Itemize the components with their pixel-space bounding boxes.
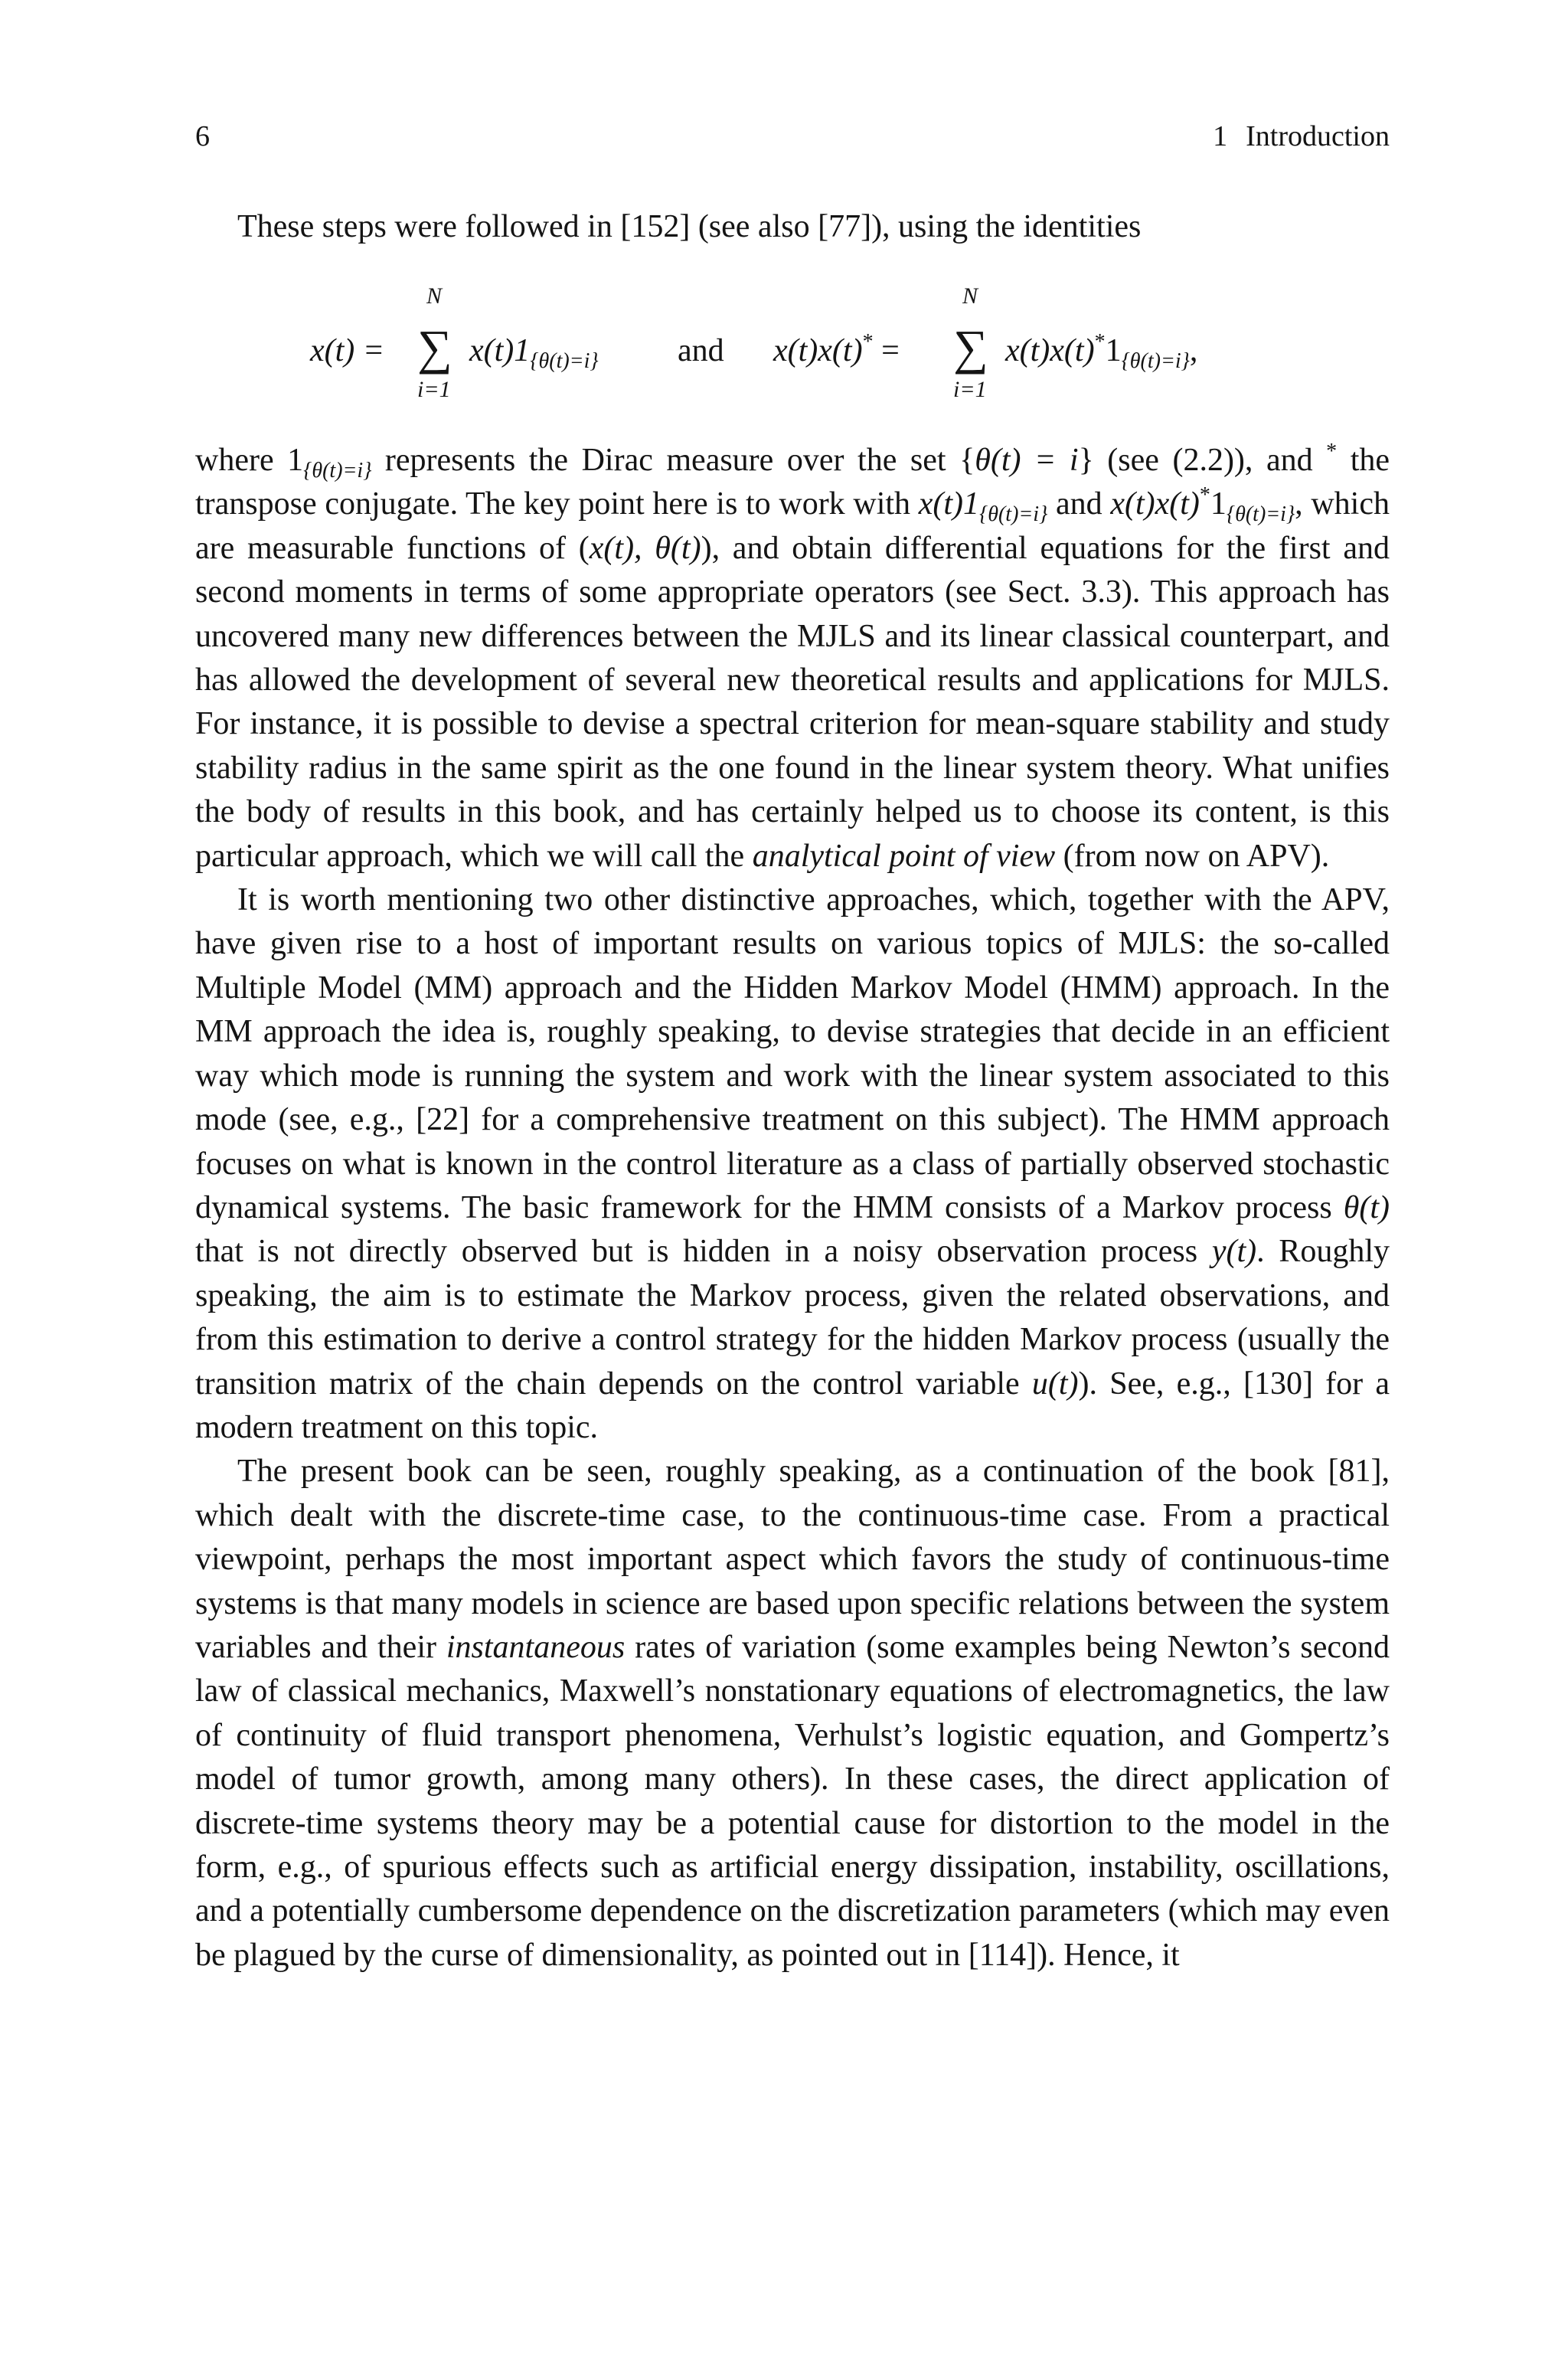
- p2-text-a: It is worth mentioning two other distinctive approaches, which, together with the APV, have given rise to a host of important results on various topics of MJLS: the so-called Multiple Model (MM) approach and the Hidden Markov Model (HMM) approach. In the MM approach the idea is, roughly speaking, to devise strategies that decide in an efficient way which mode is running the system and work with the linear system associated to this mode (see, e.g., [22] for a comprehensive treatment on this subject). The HMM approach focuses on what is known in the control literature as a class of partially observed stochastic dynamical systems. The basic framework for the HMM consists of a Markov process: [195, 882, 1390, 1225]
- right-equals: =: [881, 333, 900, 368]
- display-equation: [195, 283, 1390, 414]
- equation-connector: and: [678, 333, 724, 368]
- p1-text-g: (from now on APV).: [1055, 838, 1330, 874]
- p1-text-f: ), and obtain differential equations for the first and second moments in terms of some appropriate operators (see Sect. 3.3). This approach has uncovered many new differences between the MJLS and its linear classical counterpart, and has allowed the development of several new theoretical results and applications for MJLS. For instance, it is possible to devise a spectral criterion for mean-square stability and study stability radius in the same spirit as the one found in the linear system theory. What unifies the body of results in this book, and has certainly helped us to choose its content, is this particular approach, which we will call the: [195, 530, 1390, 874]
- right-summand-star: *: [1094, 330, 1106, 354]
- p2-math-y: y(t): [1211, 1234, 1257, 1270]
- p1-subscript-a: {θ(t)=i}: [303, 459, 372, 482]
- sum-lower-limit-2: i=1: [953, 377, 987, 402]
- chapter-title: Introduction: [1246, 120, 1390, 152]
- p1-emphasis: analytical point of view: [752, 838, 1056, 874]
- body-text: [195, 439, 1390, 1977]
- sum-upper-limit-2: N: [962, 283, 978, 309]
- right-lhs-star: *: [862, 330, 874, 354]
- p1-one: 1: [1210, 486, 1227, 522]
- left-summand-base: x(t)1: [469, 333, 531, 368]
- p1-math-pair: x(t), θ(t): [589, 530, 701, 566]
- p1-subscript-b: {θ(t)=i}: [979, 502, 1048, 527]
- p1-text-c: the transpose conjugate. The key point here is to work with: [195, 443, 1390, 522]
- p1-star: *: [1326, 440, 1338, 463]
- paragraph-2: [195, 878, 1390, 1450]
- p1-text-d: and: [1047, 486, 1111, 522]
- p1-text-a: represents the Dirac measure over the set {: [371, 443, 975, 478]
- running-head: [1213, 115, 1390, 158]
- equation-comma: ,: [1189, 333, 1198, 368]
- left-indicator-subscript: {θ(t)=i}: [530, 349, 599, 373]
- equation-right-lhs: [773, 328, 900, 374]
- sum-upper-limit-1: N: [426, 283, 443, 309]
- chapter-number: 1: [1213, 120, 1228, 152]
- summation-symbol-2: ∑: [953, 320, 988, 375]
- p2-text-d: ). See, e.g., [130] for a modern treatment on this topic.: [195, 1366, 1390, 1445]
- p3-emphasis: instantaneous: [446, 1629, 626, 1665]
- p2-math-u: u(t): [1031, 1366, 1079, 1402]
- p1-math-xtxt: x(t)x(t): [1110, 486, 1200, 522]
- paragraph-1: [195, 439, 1390, 878]
- right-indicator-subscript: {θ(t)=i}: [1121, 349, 1190, 373]
- p1-text-b: } (see (2.2)), and: [1078, 443, 1327, 478]
- equation-right-summand: [1005, 328, 1197, 374]
- paragraph-3: [195, 1450, 1390, 1977]
- p3-text-a: The present book can be seen, roughly speaking, as a continuation of the book [81], which dealt with the discrete-time case, to the continuous-time case. From a practical viewpoint, perhaps the most important aspect which favors the study of continuous-time systems is that many models in science are based upon specific relations between the system variables and their: [195, 1454, 1390, 1665]
- equation-left-lhs: x(t) =: [310, 333, 385, 368]
- right-summand-one: 1: [1105, 333, 1122, 368]
- sum-lower-limit-1: i=1: [417, 377, 451, 402]
- p3-text-b: rates of variation (some examples being Newton’s second law of classical mechanics, Maxwell’s nonstationary equations of electromagnetics, the law of continuity of fluid transport phenomena, Verhulst’s logistic equation, and Gompertz’s model of tumor growth, among many others). In these cases, the direct application of discrete-time systems theory may be a potential cause for distortion to the model in the form, e.g., of spurious effects such as artificial energy dissipation, instability, oscillations, and a potentially cumbersome dependence on the discretization parameters (which may even be plagued by the curse of dimensionality, as pointed out in [114]). Hence, it: [195, 1629, 1390, 1973]
- page-header: [195, 115, 1390, 158]
- p1-math-theta-eq-i: θ(t) = i: [975, 443, 1079, 478]
- p1-math-xt1: x(t)1: [918, 486, 980, 522]
- p1-text-where: where 1: [195, 443, 304, 478]
- p1-subscript-c: {θ(t)=i}: [1226, 502, 1295, 527]
- p2-text-b: that is not directly observed but is hidden in a noisy observation process: [195, 1234, 1212, 1270]
- p1-text-e: , which are measurable functions of (: [195, 486, 1390, 566]
- p1-sup-star: *: [1199, 483, 1210, 508]
- summation-symbol-1: ∑: [417, 320, 452, 375]
- p2-math-theta: θ(t): [1343, 1189, 1390, 1225]
- page-number: 6: [195, 120, 210, 152]
- right-summand-base: x(t)x(t): [1005, 333, 1095, 368]
- intro-sentence: These steps were followed in [152] (see also [77]), using the identities: [237, 209, 1142, 244]
- equation-left-summand: [469, 328, 599, 374]
- right-lhs-base: x(t)x(t): [773, 333, 863, 368]
- intro-paragraph: [195, 205, 1390, 249]
- p2-text-c: . Roughly speaking, the aim is to estimate the Markov process, given the related observations, and from this estimation to derive a control strategy for the hidden Markov process (usually the transition matrix of the chain depends on the control variable: [195, 1234, 1390, 1402]
